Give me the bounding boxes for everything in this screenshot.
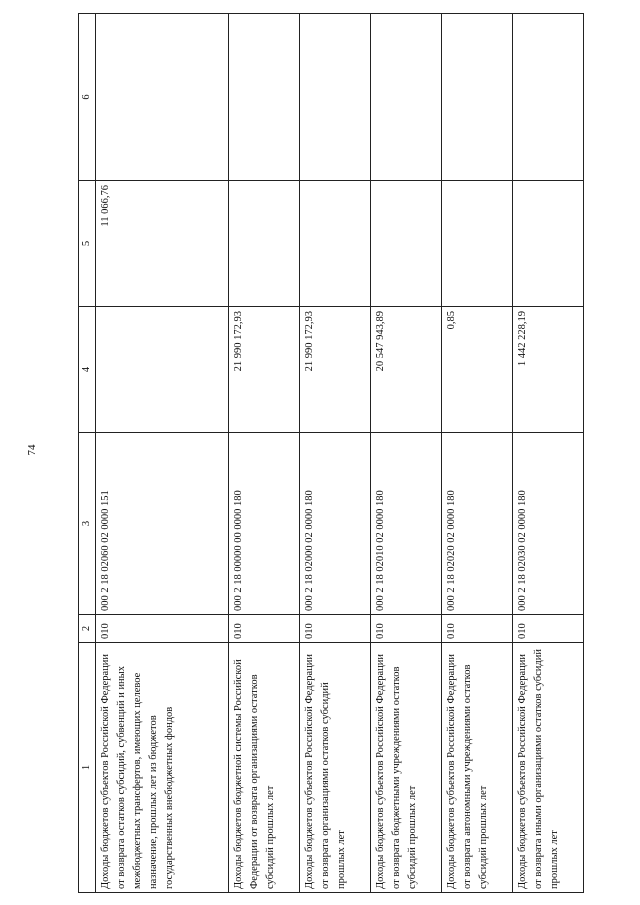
row-col6 (442, 14, 513, 181)
row-col6 (229, 14, 300, 181)
row-col4 (96, 307, 229, 433)
row-col5: 11 066,76 (96, 181, 229, 307)
table-row (513, 14, 584, 893)
table-row (96, 14, 229, 893)
header-cell-6: 6 (79, 14, 96, 181)
header-cell-5: 5 (79, 181, 96, 307)
row-col5 (371, 181, 442, 307)
header-cell-4: 4 (79, 307, 96, 433)
header-cell-3: 3 (79, 433, 96, 615)
row-col5 (513, 181, 584, 307)
header-cell-1: 1 (79, 643, 96, 893)
table-row (300, 14, 371, 893)
row-code: 010 (513, 615, 584, 643)
row-col5 (229, 181, 300, 307)
row-kbk: 000 2 18 02060 02 0000 151 (96, 433, 229, 615)
row-col4: 21 990 172,93 (300, 307, 371, 433)
row-name: Доходы бюджетов субъектов Российской Федерации от возврата организациями остатков субсидий прошлых лет (300, 643, 371, 893)
row-col5 (442, 181, 513, 307)
row-name: Доходы бюджетов субъектов Российской Федерации от возврата бюджетными учреждениями остатков субсидий прошлых лет (371, 643, 442, 893)
row-code: 010 (371, 615, 442, 643)
row-col6 (96, 14, 229, 181)
row-name: Доходы бюджетов субъектов Российской Федерации от возврата автономными учреждениями остатков субсидий прошлых лет (442, 643, 513, 893)
table-row (229, 14, 300, 893)
header-cell-2: 2 (79, 615, 96, 643)
row-code: 010 (300, 615, 371, 643)
row-col5 (300, 181, 371, 307)
row-name: Доходы бюджетов субъектов Российской Федерации от возврата остатков субсидий, субвенций и иных межбюджетных трансфертов, имеющих целевое назначение, прошлых лет из бюджетов государственных внебюджетных фондов (96, 643, 229, 893)
row-code: 010 (442, 615, 513, 643)
revenue-table (78, 13, 584, 893)
row-col4: 20 547 943,89 (371, 307, 442, 433)
row-kbk: 000 2 18 02010 02 0000 180 (371, 433, 442, 615)
row-col6 (371, 14, 442, 181)
header-row (79, 14, 96, 893)
page-number: 74 (26, 444, 38, 456)
rotated-table-container (78, 13, 605, 893)
row-col6 (300, 14, 371, 181)
table-row (442, 14, 513, 893)
row-kbk: 000 2 18 00000 00 0000 180 (229, 433, 300, 615)
row-col4: 21 990 172,93 (229, 307, 300, 433)
row-kbk: 000 2 18 02000 02 0000 180 (300, 433, 371, 615)
row-col4: 1 442 228,19 (513, 307, 584, 433)
table-sheet (78, 13, 605, 893)
row-col4: 0,85 (442, 307, 513, 433)
row-kbk: 000 2 18 02030 02 0000 180 (513, 433, 584, 615)
row-code: 010 (229, 615, 300, 643)
row-name: Доходы бюджетов субъектов Российской Федерации от возврата иными организациями остатков субсидий прошлых лет (513, 643, 584, 893)
row-code: 010 (96, 615, 229, 643)
table-row (371, 14, 442, 893)
row-kbk: 000 2 18 02020 02 0000 180 (442, 433, 513, 615)
row-name: Доходы бюджетов бюджетной системы Российской Федерации от возврата организациями остатков субсидий прошлых лет (229, 643, 300, 893)
row-col6 (513, 14, 584, 181)
